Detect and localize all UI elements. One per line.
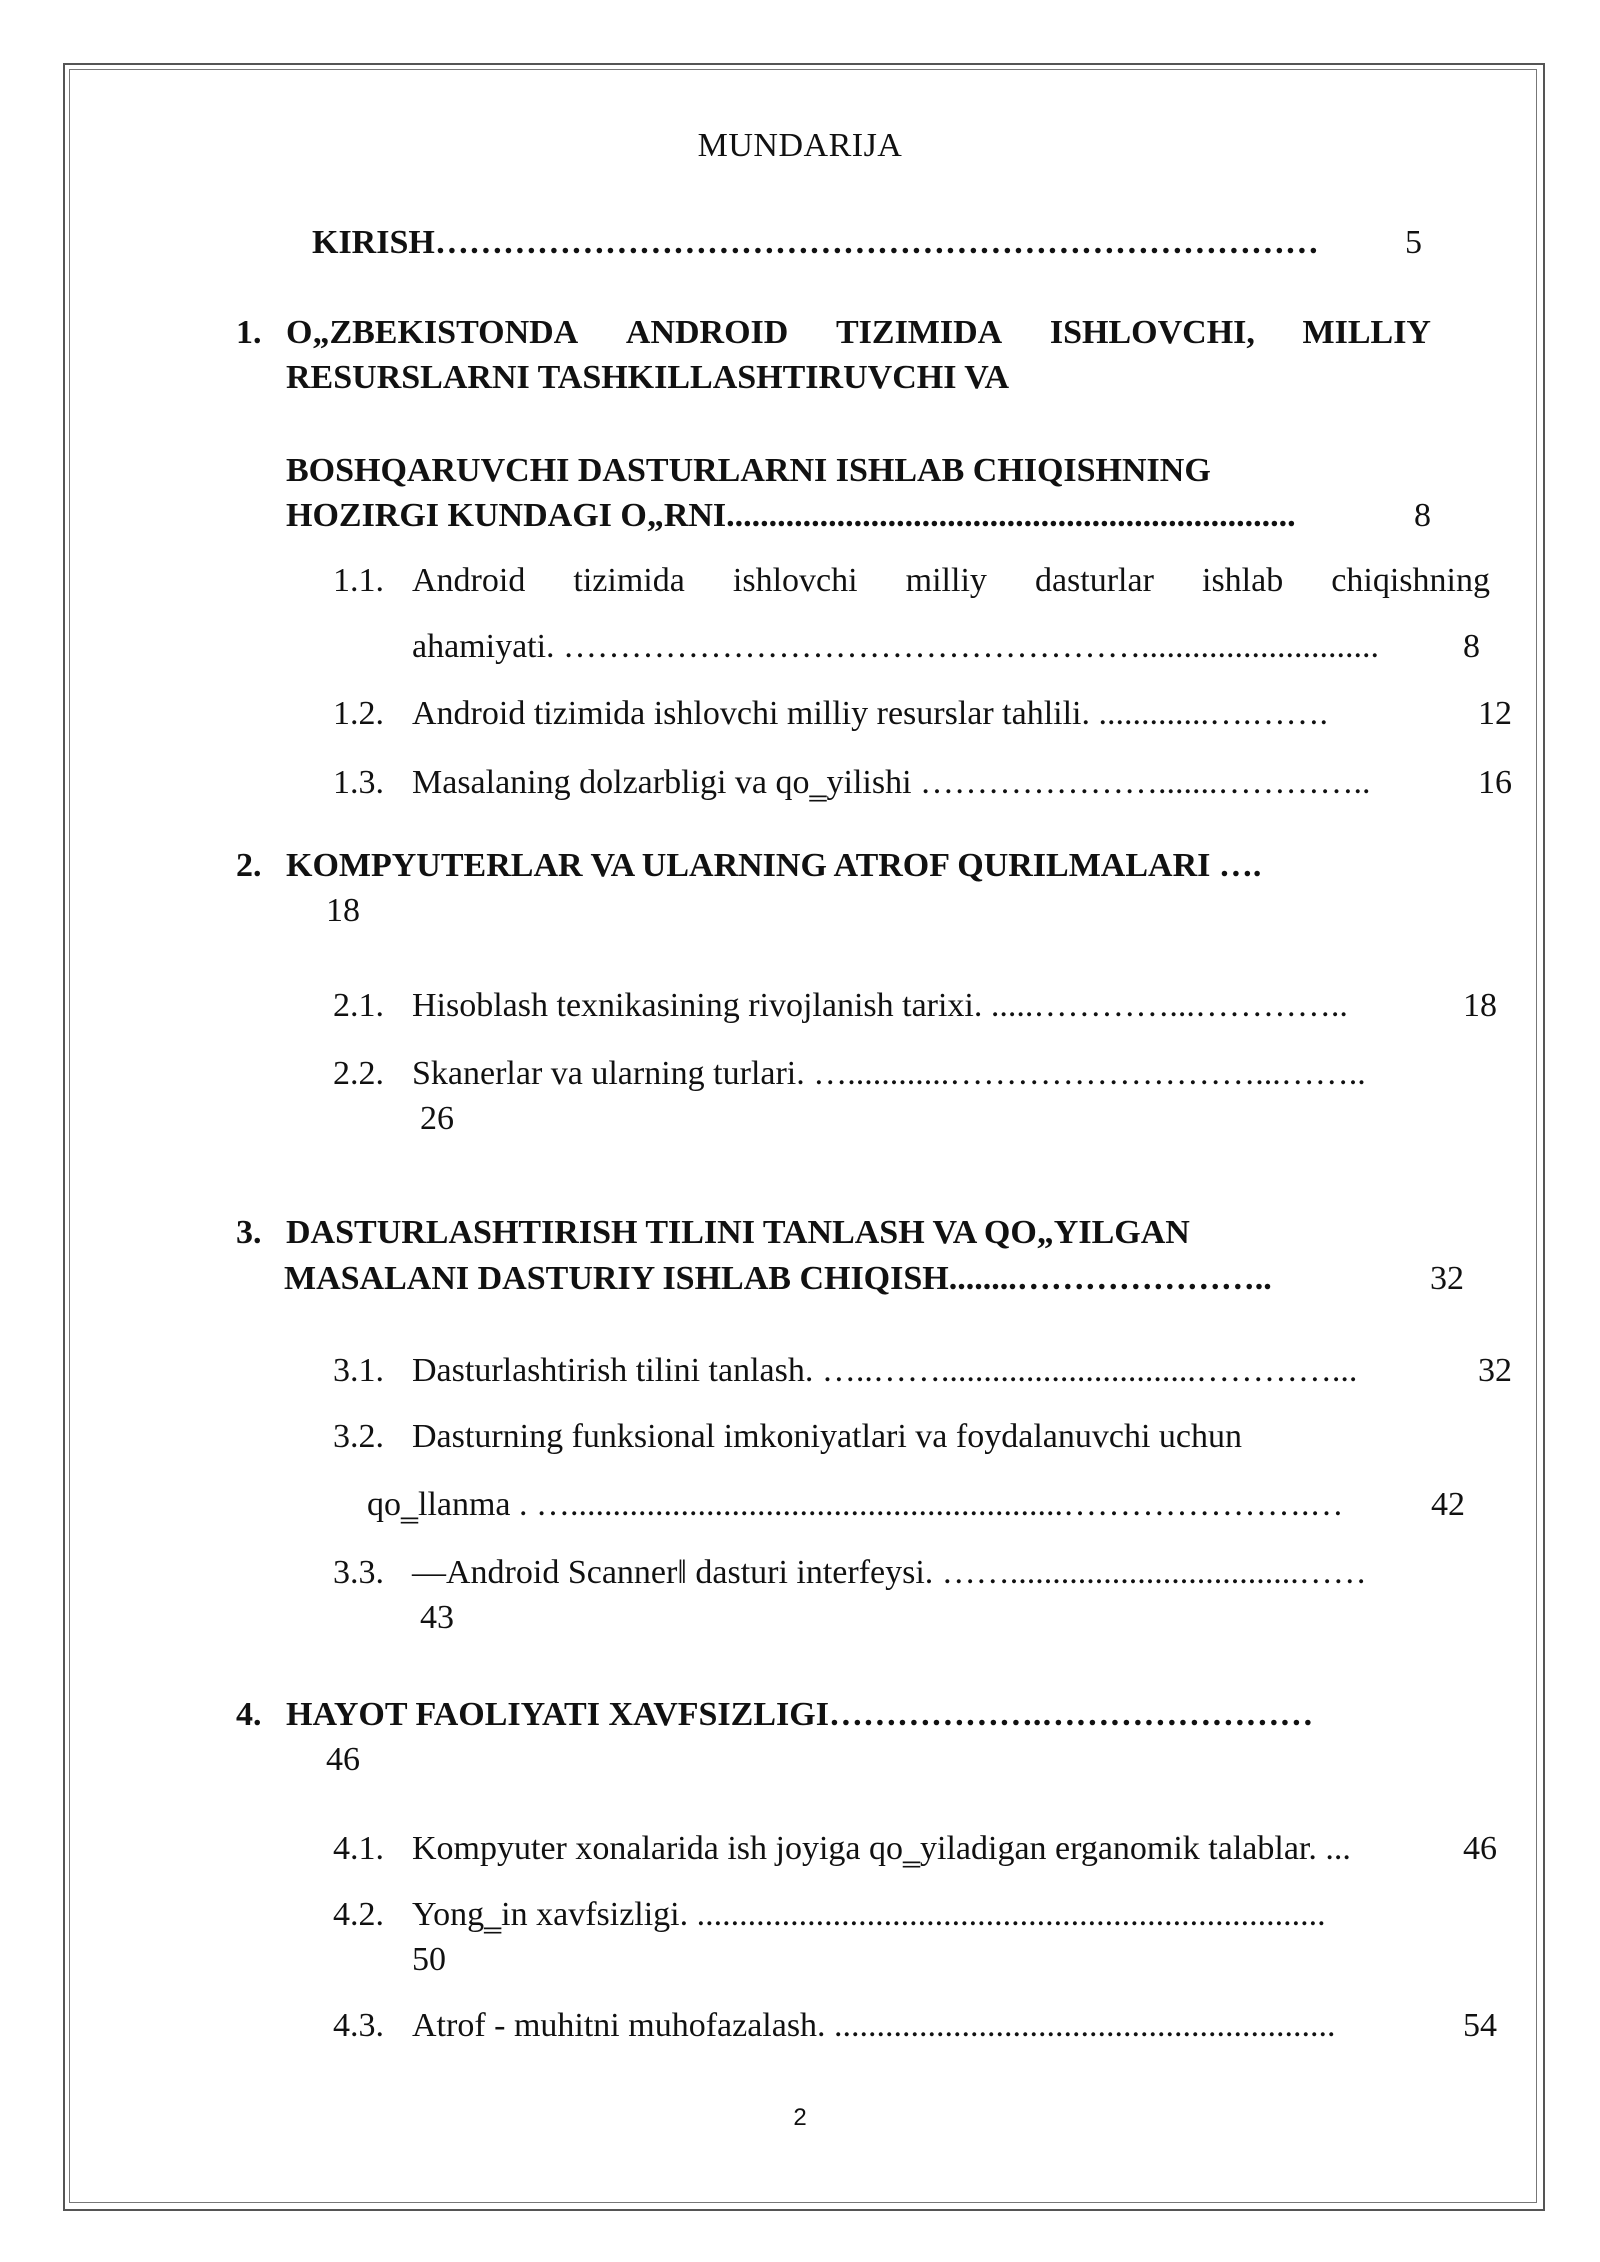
chapter-3-number: 3. — [236, 1214, 262, 1251]
section-4-2-title[interactable] — [412, 1895, 1495, 1935]
section-4-1-title-text: Kompyuter xonalarida ish joyiga qo‗yiladigan erganomik talablar. ... — [412, 1830, 1351, 1867]
section-3-2-title-cont-text: qo‗llanma . …..........................................................………………….… — [367, 1486, 1344, 1523]
chapter-3-title-line2[interactable] — [284, 1259, 1464, 1299]
word: Android — [412, 562, 526, 599]
page-title: MUNDARIJA — [697, 127, 903, 164]
word: chiqishning — [1331, 562, 1490, 599]
section-1-2-title[interactable] — [412, 694, 1512, 734]
section-4-2-page: 50 — [412, 1941, 446, 1978]
section-1-1-title-cont-text: ahamiyati. ……………………………………………............................ — [412, 628, 1380, 665]
section-4-3-title-text: Atrof - muhitni muhofazalash. ........................................................... — [412, 2007, 1336, 2044]
word: ANDROID — [625, 314, 789, 351]
word: ishlovchi — [732, 562, 858, 599]
section-1-1-title[interactable] — [412, 561, 1490, 601]
section-1-3-title[interactable] — [412, 763, 1512, 803]
chapter-4-number: 4. — [236, 1696, 262, 1733]
section-3-1-title-text: Dasturlashtirish tilini tanlash. …..……..............................…………... — [412, 1352, 1358, 1389]
section-4-1-number: 4.1. — [333, 1830, 384, 1867]
section-3-1-page: 32 — [1478, 1352, 1512, 1389]
section-1-1-title-cont[interactable] — [412, 627, 1480, 667]
section-3-2-number: 3.2. — [333, 1418, 384, 1455]
section-2-2-title[interactable]: Skanerlar va ularning turlari. …............………………………...…….. — [412, 1055, 1366, 1092]
section-2-1-number: 2.1. — [333, 987, 384, 1024]
chapter-3-title-line2-text: MASALANI DASTURIY ISHLAB CHIQISH........………………….. — [284, 1260, 1272, 1297]
chapter-4-page: 46 — [326, 1741, 360, 1778]
section-4-2-number: 4.2. — [333, 1896, 384, 1933]
chapter-2-title[interactable]: KOMPYUTERLAR VA ULARNING ATROF QURILMALARI …. — [286, 847, 1262, 884]
word: ishlab — [1202, 562, 1284, 599]
section-3-2-title[interactable]: Dasturning funksional imkoniyatlari va foydalanuvchi uchun — [412, 1418, 1242, 1455]
section-2-2-number: 2.2. — [333, 1055, 384, 1092]
section-4-1-page: 46 — [1463, 1830, 1497, 1867]
word: TIZIMIDA — [835, 314, 1003, 351]
section-1-2-page: 12 — [1478, 695, 1512, 732]
section-3-2-title-cont[interactable] — [367, 1485, 1465, 1525]
intro-label: KIRISH — [312, 224, 435, 261]
word: dasturlar — [1034, 562, 1154, 599]
chapter-3-title-line1[interactable]: DASTURLASHTIRISH TILINI TANLASH VA QO„YILGAN — [286, 1214, 1190, 1251]
word: MILLIY — [1302, 314, 1431, 351]
word: milliy — [905, 562, 987, 599]
section-3-3-page: 43 — [420, 1599, 454, 1636]
section-1-1-number: 1.1. — [333, 562, 384, 599]
section-4-2-title-text: Yong‗in xavfsizligi. .......................................................................... — [412, 1896, 1326, 1933]
section-1-1-page: 8 — [1463, 628, 1480, 665]
chapter-1-number: 1. — [236, 314, 262, 351]
section-1-3-title-text: Masalaning dolzarbligi va qo‗yilishi ………………….......………….. — [412, 764, 1371, 801]
chapter-1-title-line4[interactable] — [286, 496, 1431, 536]
chapter-1-title-line3: BOSHQARUVCHI DASTURLARNI ISHLAB CHIQISHNING — [286, 452, 1211, 489]
section-1-2-title-text: Android tizimida ishlovchi milliy resurslar tahlili. .............….……. — [412, 695, 1329, 732]
chapter-4-title[interactable]: HAYOT FAOLIYATI XAVFSIZLIGI……………….…………………… — [286, 1696, 1314, 1733]
intro-leader: …………………………………………………………………… — [434, 224, 1319, 261]
section-1-2-number: 1.2. — [333, 695, 384, 732]
chapter-1-title-end: HOZIRGI KUNDAGI O„RNI — [286, 497, 727, 534]
section-1-3-page: 16 — [1478, 764, 1512, 801]
chapter-1-title-line1[interactable] — [286, 313, 1431, 353]
section-1-3-number: 1.3. — [333, 764, 384, 801]
chapter-1-leader: ................................................................... — [726, 497, 1296, 534]
intro-page: 5 — [1405, 224, 1422, 261]
section-3-1-number: 3.1. — [333, 1352, 384, 1389]
section-2-1-title[interactable] — [412, 986, 1497, 1026]
chapter-1-title-line2: RESURSLARNI TASHKILLASHTIRUVCHI VA — [286, 359, 1010, 396]
section-4-3-page: 54 — [1463, 2007, 1497, 2044]
page-number: 2 — [793, 2104, 807, 2131]
section-2-1-title-text: Hisoblash texnikasining rivojlanish tarixi. .....…………...………….. — [412, 987, 1348, 1024]
section-2-1-page: 18 — [1463, 987, 1497, 1024]
section-3-3-title[interactable]: ―Android Scanner‖ dasturi interfeysi. ……..................................…… — [412, 1554, 1367, 1591]
section-3-2-page: 42 — [1431, 1486, 1465, 1523]
word: ISHLOVCHI, — [1049, 314, 1255, 351]
section-4-3-title[interactable] — [412, 2006, 1497, 2046]
section-3-3-number: 3.3. — [333, 1554, 384, 1591]
chapter-1-page: 8 — [1414, 497, 1431, 534]
chapter-3-page: 32 — [1430, 1260, 1464, 1297]
section-4-3-number: 4.3. — [333, 2007, 384, 2044]
toc-entry-intro[interactable] — [312, 223, 1422, 263]
section-2-2-page: 26 — [420, 1100, 454, 1137]
word: tizimida — [573, 562, 685, 599]
word: O„ZBEKISTONDA — [286, 314, 579, 351]
section-4-1-title[interactable] — [412, 1829, 1497, 1869]
section-3-1-title[interactable] — [412, 1351, 1512, 1391]
chapter-2-number: 2. — [236, 847, 262, 884]
chapter-2-page: 18 — [326, 892, 360, 929]
